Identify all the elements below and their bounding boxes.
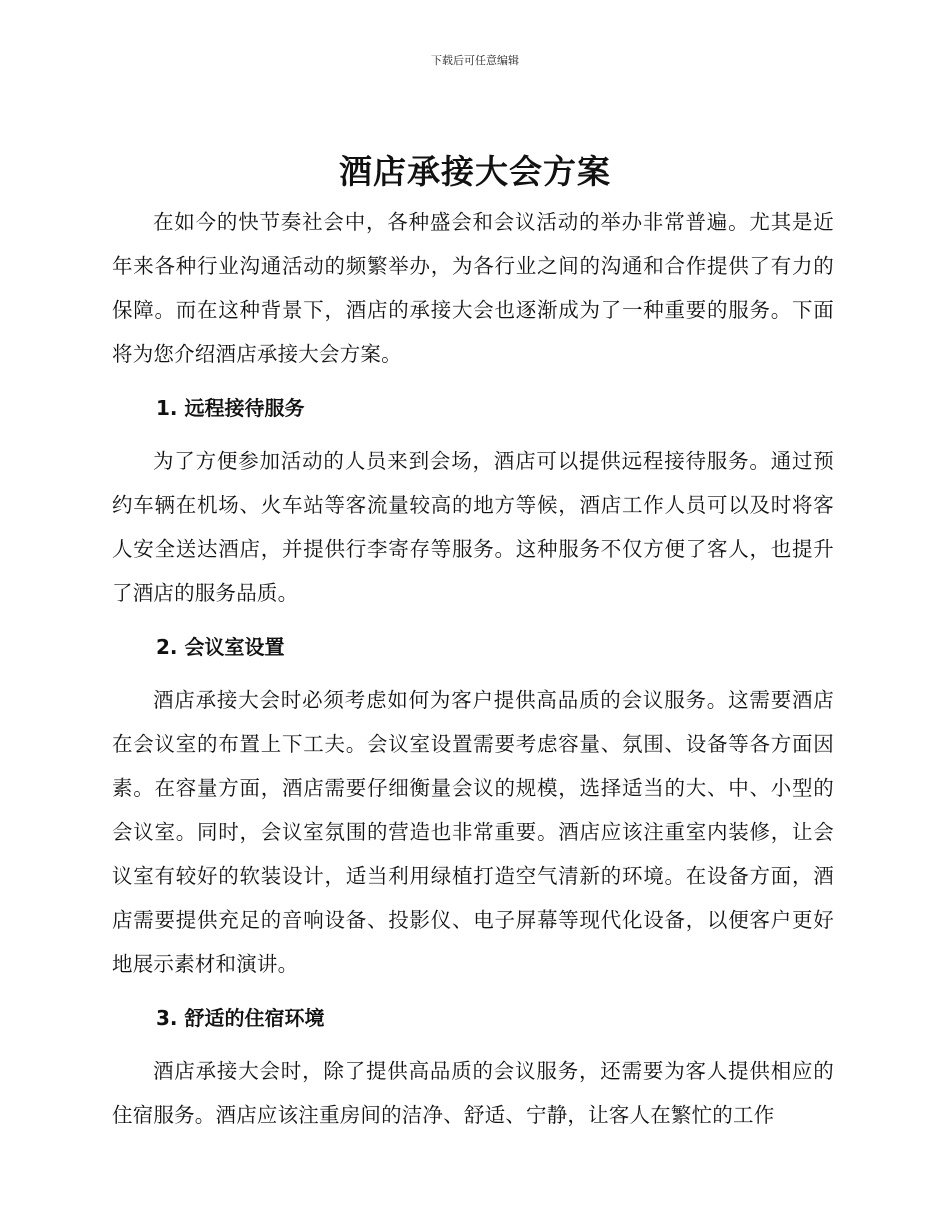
section-heading: 2. 会议室设置 (156, 635, 285, 659)
section-paragraph: 酒店承接大会时，除了提供高品质的会议服务，还需要为客人提供相应的住宿服务。酒店应该注重房间的洁净、舒适、宁静，让客人在繁忙的工作 (112, 1059, 834, 1127)
section-heading: 3. 舒适的住宿环境 (156, 1006, 325, 1030)
section-accommodation (112, 996, 834, 1137)
section-meeting-room-setup (112, 625, 834, 986)
header-note: 下载后可任意编辑 (431, 54, 519, 67)
page-title: 酒店承接大会方案 (339, 152, 611, 191)
document-body (112, 200, 834, 1137)
section-heading: 1. 远程接待服务 (156, 396, 305, 420)
section-paragraph: 为了方便参加活动的人员来到会场，酒店可以提供远程接待服务。通过预约车辆在机场、火车站等客流量较高的地方等候，酒店工作人员可以及时将客人安全送达酒店，并提供行李寄存等服务。这种服务不仅方便了客人，也提升了酒店的服务品质。 (112, 449, 834, 605)
section-remote-reception (112, 386, 834, 615)
section-paragraph: 酒店承接大会时必须考虑如何为客户提供高品质的会议服务。这需要酒店在会议室的布置上下工夫。会议室设置需要考虑容量、氛围、设备等各方面因素。在容量方面，酒店需要仔细衡量会议的规模，选择适当的大、中、小型的会议室。同时，会议室氛围的营造也非常重要。酒店应该注重室内装修，让会议室有较好的软装设计，适当利用绿植打造空气清新的环境。在设备方面，酒店需要提供充足的音响设备、投影仪、电子屏幕等现代化设备，以便客户更好地展示素材和演讲。 (112, 688, 834, 976)
intro-paragraph: 在如今的快节奏社会中，各种盛会和会议活动的举办非常普遍。尤其是近年来各种行业沟通活动的频繁举办，为各行业之间的沟通和合作提供了有力的保障。而在这种背景下，酒店的承接大会也逐渐成为了一种重要的服务。下面将为您介绍酒店承接大会方案。 (112, 210, 834, 366)
